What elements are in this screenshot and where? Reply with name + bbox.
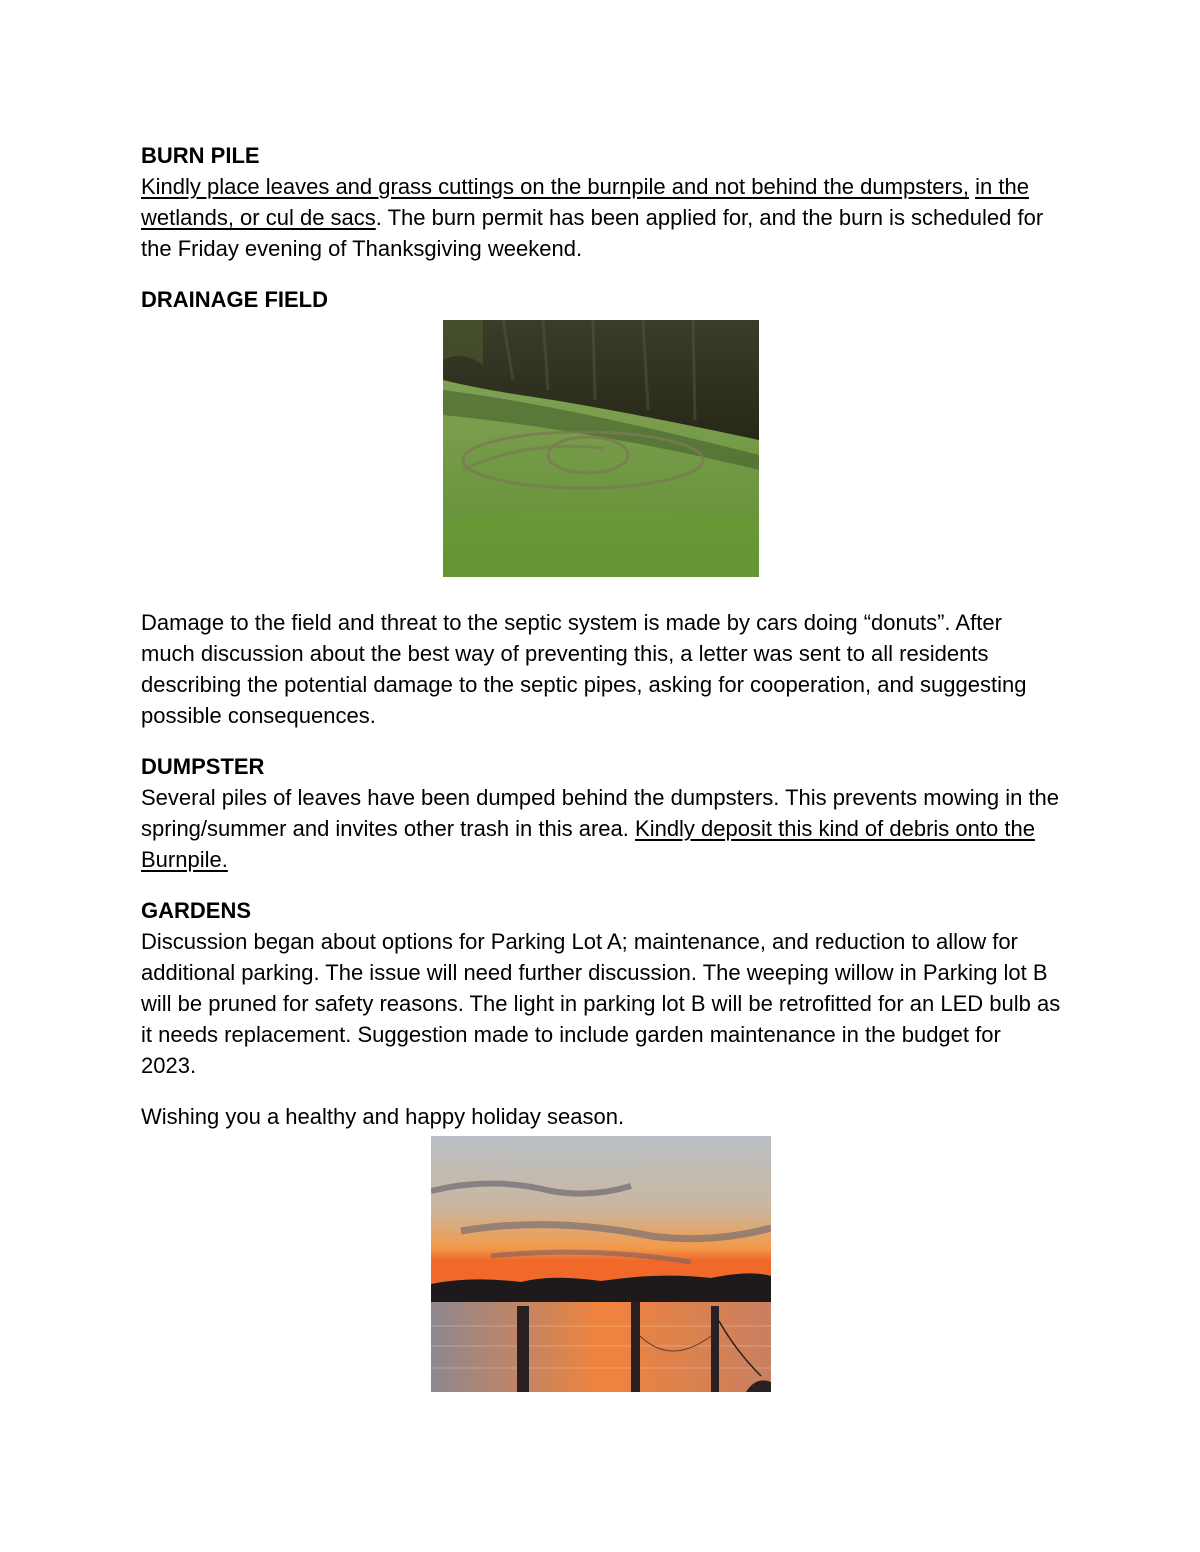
burn-pile-heading: BURN PILE bbox=[141, 143, 260, 168]
dumpster-heading: DUMPSTER bbox=[141, 754, 265, 779]
document-page bbox=[141, 140, 1061, 1392]
gardens-paragraph: Discussion began about options for Parking Lot A; maintenance, and reduction to allow for additional parking. The issue will need further discussion. The weeping willow in Parking lot B will be pruned for safety reasons. The light in parking lot B will be retrofitted for an LED bulb as it needs replacement. Suggestion made to include garden maintenance in the budget for 2023. bbox=[141, 929, 1061, 1078]
gardens-heading: GARDENS bbox=[141, 898, 252, 923]
dumpster-text: Several piles of leaves have been dumped behind the dumpsters. This prevents mowing in the spring/summer and invites other trash in this area. bbox=[141, 785, 1060, 841]
sunset-lake-photo bbox=[431, 1136, 771, 1392]
burn-pile-paragraph bbox=[141, 171, 1061, 264]
drainage-field-paragraph: Damage to the field and threat to the septic system is made by cars doing “donuts”. After much discussion about the best way of preventing this, a letter was sent to all residents describing the potential damage to the septic pipes, asking for cooperation, and suggesting possible consequences. bbox=[141, 610, 1027, 728]
drainage-field-heading: DRAINAGE FIELD bbox=[141, 287, 328, 312]
dumpster-underlined-text: Kindly deposit this kind of debris onto the Burnpile. bbox=[141, 816, 1035, 872]
burn-pile-underlined-text-2: in the wetlands, or cul de sacs bbox=[141, 174, 1029, 230]
burn-pile-text: . The burn permit has been applied for, and the burn is scheduled for the Friday evening of Thanksgiving weekend. bbox=[141, 205, 1044, 261]
drainage-field-photo bbox=[443, 320, 759, 577]
burn-pile-underlined-text: Kindly place leaves and grass cuttings on the burnpile and not behind the dumpsters, bbox=[141, 174, 969, 199]
closing-line: Wishing you a healthy and happy holiday season. bbox=[141, 1104, 625, 1129]
dumpster-paragraph bbox=[141, 782, 1061, 875]
